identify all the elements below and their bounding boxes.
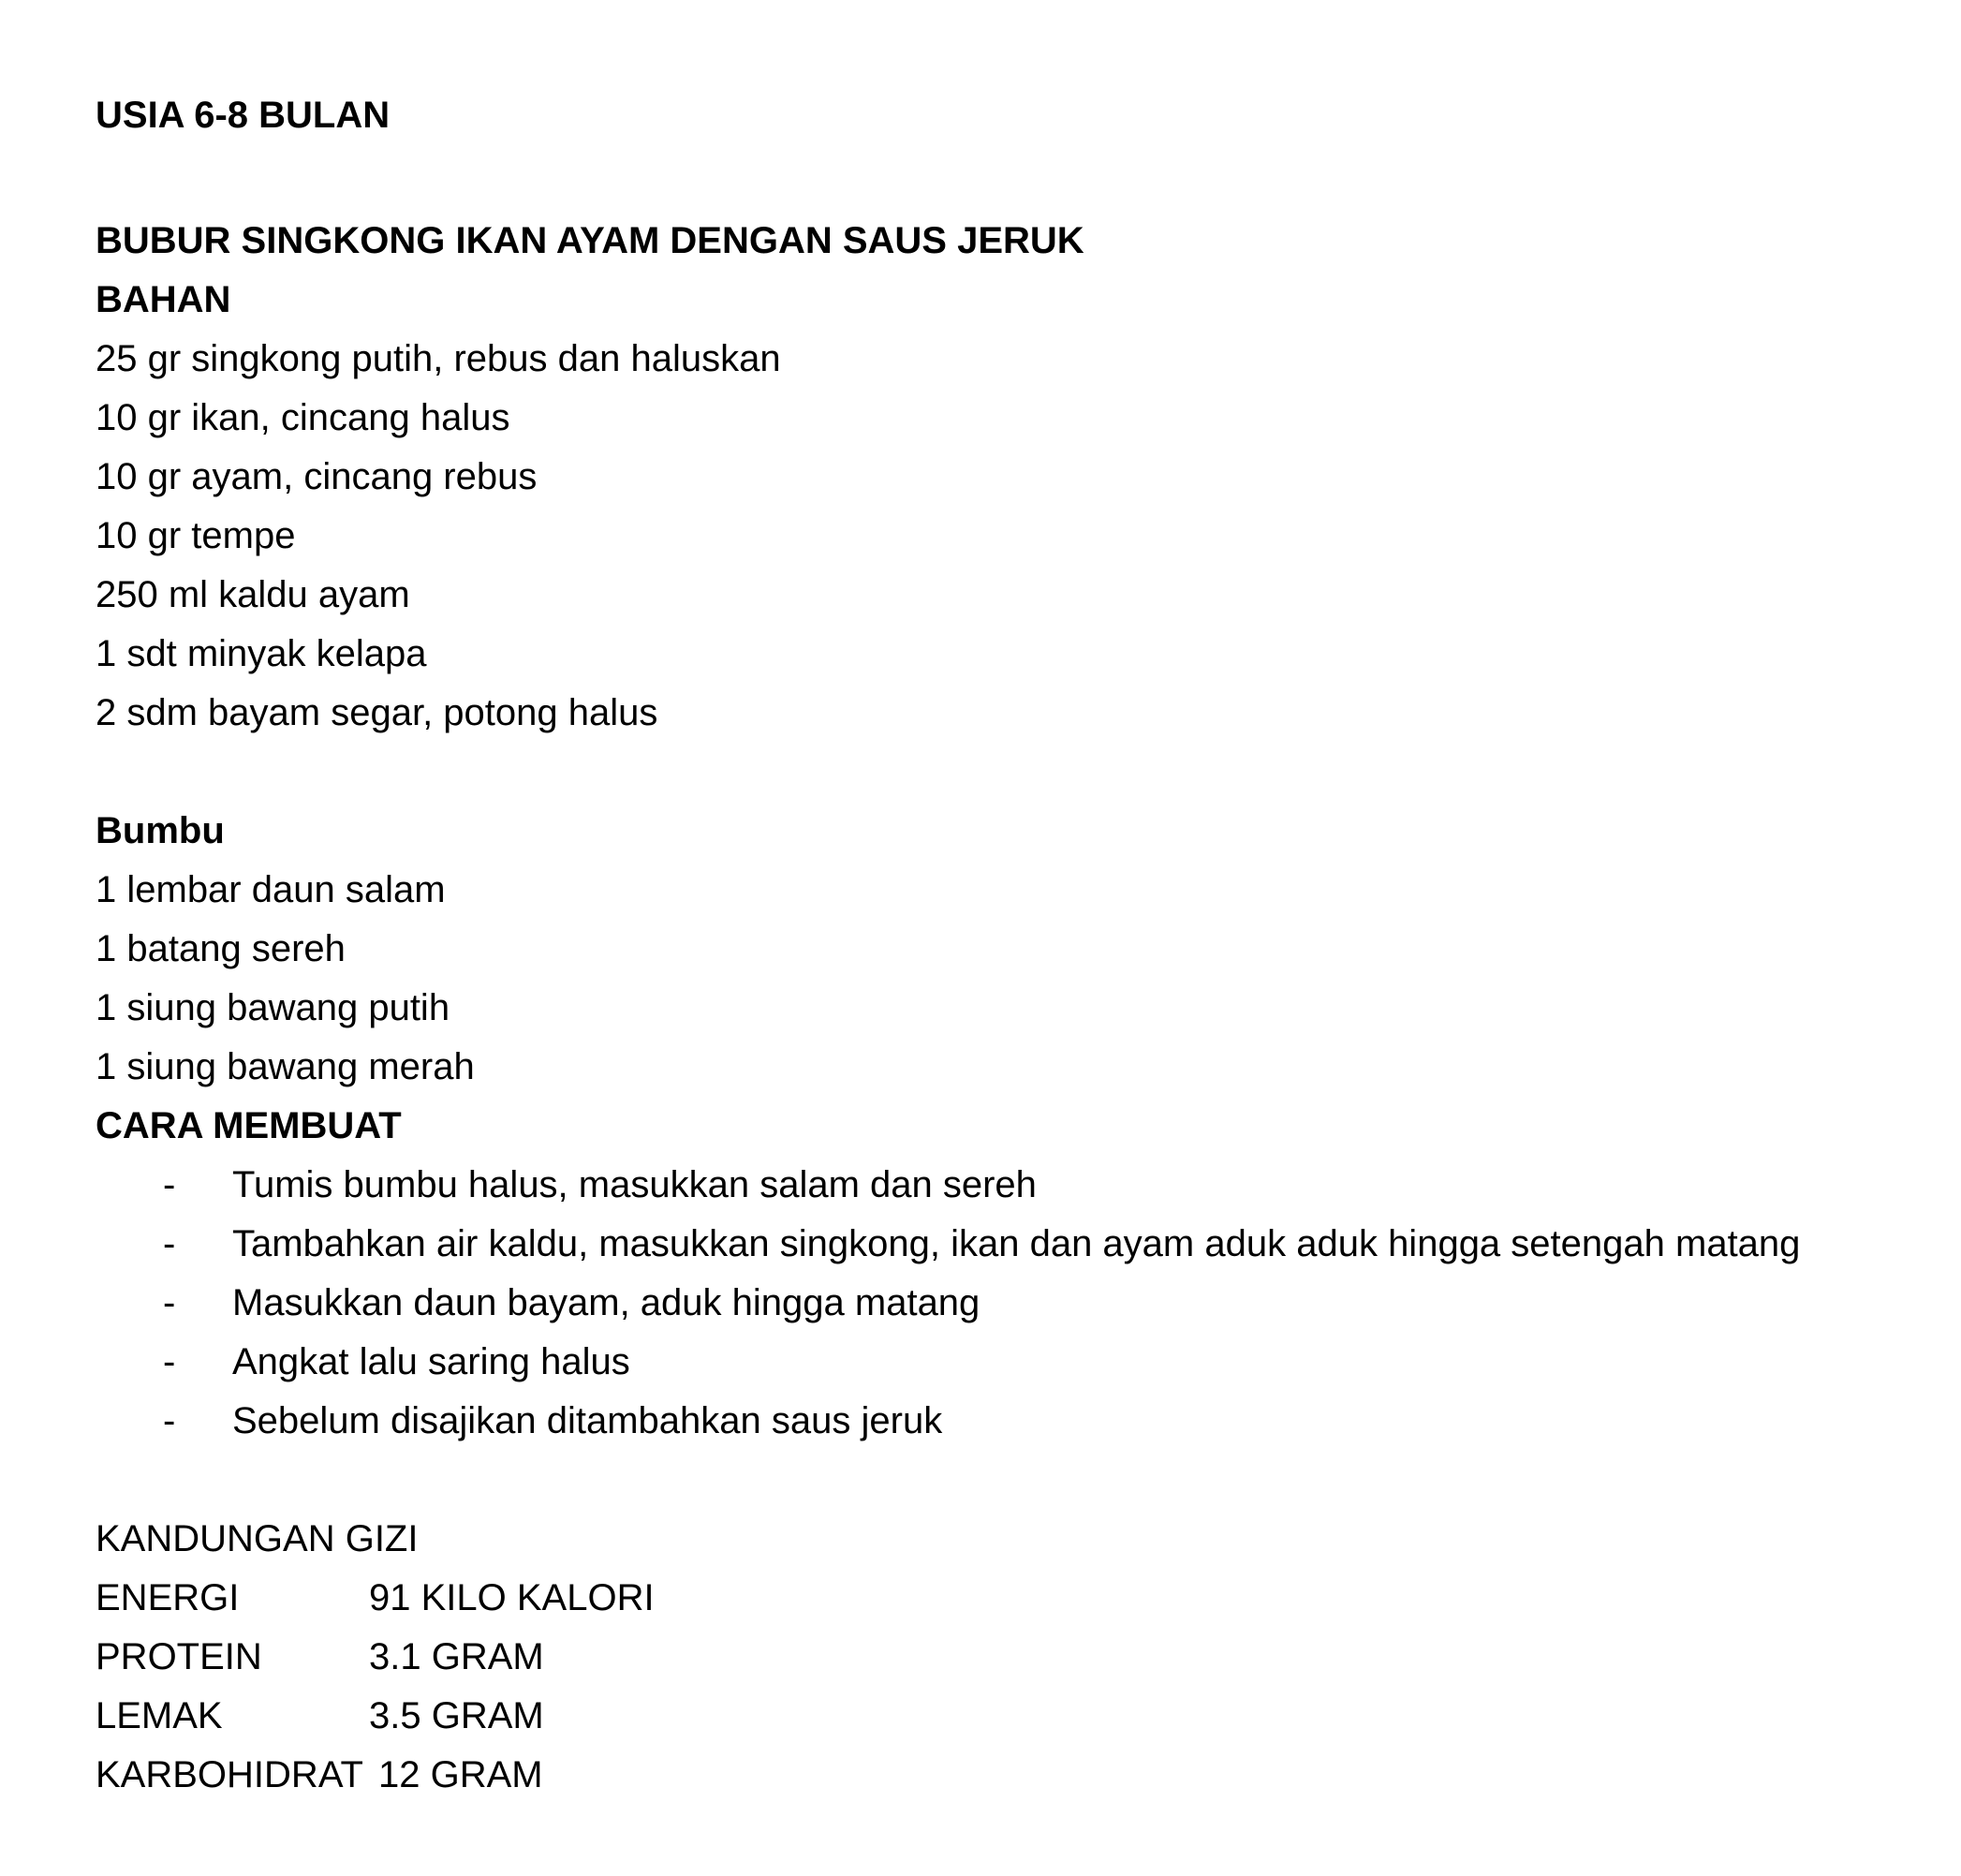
method-step [96, 1274, 1931, 1333]
method-step [96, 1392, 1931, 1451]
spice-item: 1 siung bawang merah [96, 1046, 475, 1087]
nutrition-row-energy [96, 1569, 1931, 1628]
spices-heading: Bumbu [96, 810, 225, 851]
nutrition-heading: KANDUNGAN GIZI [96, 1518, 419, 1559]
method-step-text: Masukkan daun bayam, aduk hingga matang [232, 1282, 980, 1323]
recipe-title: BUBUR SINGKONG IKAN AYAM DENGAN SAUS JERUK [96, 220, 1084, 261]
spice-item: 1 batang sereh [96, 928, 346, 969]
nutrition-label: ENERGI [96, 1577, 240, 1618]
nutrition-section [96, 1510, 1931, 1805]
nutrition-value: 3.5 GRAM [369, 1695, 544, 1736]
method-step [96, 1215, 1931, 1274]
ingredient-item: 250 ml kaldu ayam [96, 574, 410, 615]
method-step-text: Angkat lalu saring halus [232, 1341, 630, 1382]
method-step [96, 1156, 1931, 1215]
list-bullet: - [163, 1282, 176, 1323]
list-bullet: - [163, 1400, 176, 1441]
spice-item: 1 siung bawang putih [96, 987, 450, 1028]
spices-section [96, 802, 1931, 1097]
spacer [96, 1451, 1931, 1510]
nutrition-label: LEMAK [96, 1695, 223, 1736]
spacer [96, 743, 1931, 802]
method-section [96, 1097, 1931, 1451]
ingredient-item: 10 gr ikan, cincang halus [96, 397, 510, 438]
method-step [96, 1333, 1931, 1392]
nutrition-value: 91 KILO KALORI [369, 1577, 655, 1618]
list-bullet: - [163, 1223, 176, 1264]
list-bullet: - [163, 1341, 176, 1382]
method-step-text: Sebelum disajikan ditambahkan saus jeruk [232, 1400, 943, 1441]
nutrition-value: 12 GRAM [378, 1754, 543, 1795]
ingredient-item: 25 gr singkong putih, rebus dan haluskan [96, 338, 781, 379]
ingredient-item: 2 sdm bayam segar, potong halus [96, 692, 658, 733]
method-step-text: Tambahkan air kaldu, masukkan singkong, ikan dan ayam aduk aduk hingga setengah matang [232, 1223, 1801, 1264]
spice-item: 1 lembar daun salam [96, 869, 446, 910]
nutrition-row-carbohydrate [96, 1746, 1931, 1805]
method-step-text: Tumis bumbu halus, masukkan salam dan sereh [232, 1164, 1037, 1205]
ingredient-item: 10 gr ayam, cincang rebus [96, 456, 538, 497]
nutrition-row-fat [96, 1687, 1931, 1746]
ingredient-item: 1 sdt minyak kelapa [96, 633, 427, 674]
age-heading: USIA 6-8 BULAN [96, 95, 391, 136]
nutrition-label: KARBOHIDRAT [96, 1754, 363, 1795]
nutrition-row-protein [96, 1628, 1931, 1687]
method-heading: CARA MEMBUAT [96, 1105, 402, 1146]
ingredient-item: 10 gr tempe [96, 515, 296, 556]
ingredients-section [96, 271, 1931, 743]
ingredients-heading: BAHAN [96, 279, 231, 320]
nutrition-label: PROTEIN [96, 1636, 262, 1677]
nutrition-value: 3.1 GRAM [369, 1636, 544, 1677]
list-bullet: - [163, 1164, 176, 1205]
recipe-document [96, 86, 1931, 1805]
